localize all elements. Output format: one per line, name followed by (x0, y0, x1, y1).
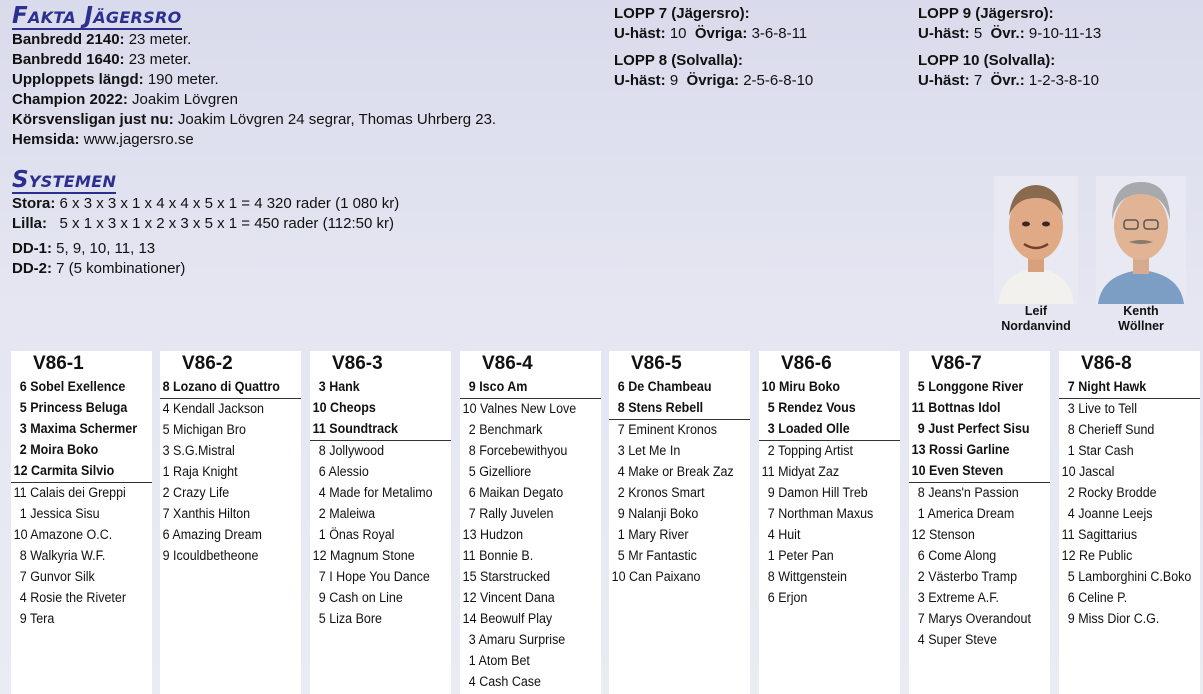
system-dd1 (12, 239, 399, 259)
fakta-line (12, 130, 496, 150)
horse-row (909, 440, 1050, 461)
expert-last-name: Wöllner (1118, 319, 1164, 333)
uhast-label: U-häst: (918, 25, 970, 42)
uhast-value: 7 (973, 72, 983, 89)
horse-row (1059, 483, 1200, 504)
horse-entry: 1 Önas Royal (318, 527, 395, 543)
horse-entry: 5 Gizelliore (468, 464, 532, 480)
horse-entry: 6 Maikan Degato (468, 485, 564, 501)
uhast-value: 9 (669, 72, 679, 89)
horse-row (310, 441, 451, 462)
horse-selected: 3 Loaded Olle (767, 421, 850, 437)
horse-row (909, 483, 1050, 504)
horse-row (11, 398, 152, 419)
column-title: V86-3 (332, 353, 383, 374)
horse-row (11, 567, 152, 588)
horse-row (160, 483, 301, 504)
column-title: V86-6 (781, 353, 832, 374)
lopp-10 (918, 51, 1101, 91)
horse-row (909, 567, 1050, 588)
horse-entry: 8 Wittgenstein (767, 569, 847, 585)
uhast-value: 5 (973, 25, 983, 42)
horse-entry: 3 Amaru Surprise (468, 632, 566, 648)
horse-entry: 3 Live to Tell (1067, 401, 1137, 417)
horse-row (609, 504, 750, 525)
horse-selected: 9 Just Perfect Sisu (917, 421, 1030, 437)
horse-entry: 1 Star Cash (1067, 443, 1134, 459)
horse-entry: 13 Hudzon (462, 527, 524, 543)
horse-entry: 7 Northman Maxus (767, 506, 874, 522)
horse-row (759, 525, 900, 546)
expert-first-name: Leif (1024, 304, 1048, 318)
fakta-line (12, 50, 496, 70)
horse-selected: 8 Lozano di Quattro (162, 379, 280, 395)
horse-entry: 10 Amazone O.C. (13, 527, 113, 543)
fakta-label: Champion 2022: (12, 91, 128, 108)
fakta-value: 190 meter. (147, 71, 219, 88)
horse-entry: 5 Lamborghini C.Boko (1067, 569, 1192, 585)
v86-column-3 (310, 351, 451, 694)
dd1-value: 5, 9, 10, 11, 13 (56, 240, 156, 257)
horse-row (909, 546, 1050, 567)
horse-row (909, 588, 1050, 609)
horse-entry: 8 Forcebewithyou (468, 443, 568, 459)
fakta-label: Banbredd 1640: (12, 51, 125, 68)
horse-row (909, 398, 1050, 419)
horse-entry: 9 Miss Dior C.G. (1067, 611, 1160, 627)
horse-row (1059, 525, 1200, 546)
horse-row (759, 398, 900, 419)
horse-row (759, 419, 900, 441)
horse-row (909, 630, 1050, 651)
horse-entry: 7 Eminent Kronos (617, 422, 718, 438)
horse-entry: 1 Jessica Sisu (19, 506, 100, 522)
fakta-line (12, 70, 496, 90)
horse-entry: 12 Stenson (911, 527, 975, 543)
column-title: V86-4 (482, 353, 533, 374)
horse-row (609, 441, 750, 462)
horse-entry: 6 Celine P. (1067, 590, 1128, 606)
horse-entry: 4 Joanne Leejs (1067, 506, 1153, 522)
system-lilla (12, 214, 399, 234)
stora-label: Stora: (12, 195, 56, 212)
horse-row (460, 377, 601, 399)
horse-row (909, 609, 1050, 630)
dd2-label: DD-2: (12, 260, 52, 277)
horse-row (460, 483, 601, 504)
horse-entry: 11 Midyat Zaz (761, 464, 840, 480)
horse-entry: 4 Kendall Jackson (162, 401, 264, 417)
horse-entry: 8 Cherieff Sund (1067, 422, 1155, 438)
horse-row (160, 546, 301, 567)
horse-row (11, 377, 152, 398)
horse-row (11, 419, 152, 440)
horse-row (460, 567, 601, 588)
horse-row (1059, 462, 1200, 483)
horse-row (160, 525, 301, 546)
horse-row (609, 483, 750, 504)
horse-entry: 2 Maleiwa (318, 506, 376, 522)
horse-selected: 12 Carmita Silvio (13, 463, 115, 479)
column-title: V86-5 (631, 353, 682, 374)
horse-row (1059, 546, 1200, 567)
horse-row (160, 504, 301, 525)
horse-entry: 9 Damon Hill Treb (767, 485, 868, 501)
uhast-label: U-häst: (614, 72, 666, 89)
lilla-value: 5 x 1 x 3 x 1 x 2 x 3 x 5 x 1 = 450 rader (112:50 kr) (59, 215, 395, 232)
horse-entry: 7 Rally Juvelen (468, 506, 554, 522)
expert-leif (994, 176, 1078, 334)
horse-entry: 4 Huit (767, 527, 801, 543)
lopp-group-left (614, 4, 813, 91)
expert-first-name: Kenth (1123, 304, 1159, 318)
fakta-heading: Fakta Jägersro (12, 3, 182, 29)
horse-entry: 10 Can Paixano (611, 569, 701, 585)
fakta-value: Joakim Lövgren (132, 91, 238, 108)
uhast-label: U-häst: (614, 25, 666, 42)
horse-row (310, 462, 451, 483)
horse-selected: 9 Isco Am (468, 379, 528, 395)
dd2-value: 7 (5 kombinationer) (56, 260, 186, 277)
v86-column-4 (460, 351, 601, 694)
horse-row (160, 441, 301, 462)
fakta-line (12, 30, 496, 50)
v86-column-5 (609, 351, 750, 694)
expert-kenth (1096, 176, 1186, 334)
horse-row (609, 377, 750, 398)
horse-selected: 10 Even Steven (911, 463, 1004, 479)
horse-row (759, 462, 900, 483)
horse-entry: 7 I Hope You Dance (318, 569, 430, 585)
horse-entry: 6 Amazing Dream (162, 527, 262, 543)
systemen-heading: Systemen (12, 167, 117, 193)
horse-entry: 2 Västerbo Tramp (917, 569, 1018, 585)
horse-entry: 15 Starstrucked (462, 569, 551, 585)
horse-selected: 5 Princess Beluga (19, 400, 128, 416)
portrait-photo (994, 176, 1078, 304)
horse-row (609, 398, 750, 420)
v86-column-8 (1059, 351, 1200, 694)
horse-row (160, 420, 301, 441)
horse-entry: 9 Nalanji Boko (617, 506, 699, 522)
horse-row (460, 609, 601, 630)
stora-value: 6 x 3 x 3 x 1 x 4 x 4 x 5 x 1 = 4 320 rader (1 080 kr) (59, 195, 400, 212)
horse-selected: 6 De Chambeau (617, 379, 712, 395)
horse-entry: 4 Super Steve (917, 632, 997, 648)
horse-entry: 6 Alessio (318, 464, 369, 480)
horse-row (11, 588, 152, 609)
v86-column-1 (11, 351, 152, 694)
ovriga-label: Övr.: (990, 72, 1025, 89)
horse-row (460, 672, 601, 693)
horse-row (909, 419, 1050, 440)
horse-selected: 11 Bottnas Idol (911, 400, 1001, 416)
horse-selected: 2 Moira Boko (19, 442, 99, 458)
horse-row (160, 377, 301, 399)
horse-row (11, 440, 152, 461)
horse-entry: 14 Beowulf Play (462, 611, 553, 627)
horse-entry: 3 Extreme A.F. (917, 590, 999, 606)
horse-row (759, 588, 900, 609)
horse-entry: 8 Walkyria W.F. (19, 548, 106, 564)
systemen-section (12, 168, 399, 279)
horse-entry: 4 Rosie the Riveter (19, 590, 126, 606)
fakta-value: www.jagersro.se (83, 131, 194, 148)
horse-entry: 8 Jollywood (318, 443, 385, 459)
horse-entry: 2 Kronos Smart (617, 485, 705, 501)
column-title: V86-1 (33, 353, 84, 374)
horse-row (759, 504, 900, 525)
horse-row (759, 377, 900, 398)
horse-row (909, 461, 1050, 483)
horse-row (1059, 609, 1200, 630)
horse-selected: 10 Cheops (312, 400, 376, 416)
horse-row (310, 377, 451, 398)
horse-row (460, 504, 601, 525)
horse-entry: 5 Michigan Bro (162, 422, 246, 438)
horse-row (310, 609, 451, 630)
horse-row (759, 567, 900, 588)
horse-row (460, 462, 601, 483)
horse-selected: 3 Hank (318, 379, 360, 395)
expert-last-name: Nordanvind (1001, 319, 1071, 333)
fakta-value: Joakim Lövgren 24 segrar, Thomas Uhrberg 23. (177, 111, 497, 128)
horse-row (609, 420, 750, 441)
horse-entry: 2 Benchmark (468, 422, 543, 438)
horse-entry: 10 Jascal (1061, 464, 1115, 480)
system-dd2 (12, 259, 399, 279)
horse-selected: 10 Miru Boko (761, 379, 841, 395)
column-title: V86-2 (182, 353, 233, 374)
fakta-label: Körsvensligan just nu: (12, 111, 174, 128)
horse-row (1059, 567, 1200, 588)
horse-row (1059, 441, 1200, 462)
horse-row (1059, 420, 1200, 441)
horse-row (11, 483, 152, 504)
v86-column-6 (759, 351, 900, 694)
horse-entry: 1 Peter Pan (767, 548, 834, 564)
horse-row (310, 398, 451, 419)
ovriga-label: Övriga: (694, 25, 748, 42)
horse-entry: 11 Calais dei Greppi (13, 485, 126, 501)
horse-entry: 1 Raja Knight (162, 464, 238, 480)
fakta-section (12, 4, 496, 150)
horse-entry: 11 Sagittarius (1061, 527, 1138, 543)
horse-selected: 3 Maxima Schermer (19, 421, 138, 437)
horse-row (460, 420, 601, 441)
fakta-value: 23 meter. (128, 51, 192, 68)
lopp-8 (614, 51, 813, 91)
horse-row (11, 609, 152, 630)
horse-row (310, 419, 451, 441)
horse-row (609, 462, 750, 483)
horse-row (1059, 377, 1200, 399)
horse-entry: 2 Crazy Life (162, 485, 230, 501)
lopp-9 (918, 4, 1101, 44)
horse-row (310, 525, 451, 546)
horse-entry: 12 Vincent Dana (462, 590, 555, 606)
ovriga-value: 1-2-3-8-10 (1028, 72, 1099, 89)
horse-selected: 7 Night Hawk (1067, 379, 1147, 395)
horse-row (460, 651, 601, 672)
uhast-value: 10 (669, 25, 687, 42)
fakta-label: Banbredd 2140: (12, 31, 125, 48)
horse-entry: 9 Cash on Line (318, 590, 403, 606)
ovriga-label: Övriga: (686, 72, 740, 89)
ovriga-value: 2-5-6-8-10 (743, 72, 814, 89)
lilla-label: Lilla: (12, 215, 48, 232)
horse-row (310, 588, 451, 609)
horse-row (909, 377, 1050, 398)
system-stora (12, 194, 399, 214)
horse-row (310, 483, 451, 504)
horse-entry: 9 Icouldbetheone (162, 548, 259, 564)
horse-entry: 3 Let Me In (617, 443, 681, 459)
lopp-title: LOPP 8 (Solvalla): (614, 52, 743, 69)
horse-row (759, 441, 900, 462)
fakta-label: Upploppets längd: (12, 71, 144, 88)
lopp-7 (614, 4, 813, 44)
horse-entry: 11 Bonnie B. (462, 548, 534, 564)
horse-row (759, 483, 900, 504)
horse-entry: 4 Cash Case (468, 674, 541, 690)
horse-row (310, 567, 451, 588)
horse-row (460, 588, 601, 609)
horse-entry: 5 Mr Fantastic (617, 548, 697, 564)
fakta-line (12, 90, 496, 110)
horse-selected: 11 Soundtrack (312, 421, 398, 437)
horse-entry: 1 Atom Bet (468, 653, 530, 669)
horse-row (759, 546, 900, 567)
horse-row (160, 462, 301, 483)
horse-row (1059, 588, 1200, 609)
horse-entry: 12 Magnum Stone (312, 548, 415, 564)
dd1-label: DD-1: (12, 240, 52, 257)
horse-row (11, 461, 152, 483)
fakta-label: Hemsida: (12, 131, 80, 148)
horse-entry: 6 Come Along (917, 548, 997, 564)
horse-row (609, 546, 750, 567)
horse-entry: 6 Erjon (767, 590, 808, 606)
v86-column-7 (909, 351, 1050, 694)
lopp-group-right (918, 4, 1101, 91)
horse-selected: 5 Longgone River (917, 379, 1024, 395)
horse-entry: 12 Re Public (1061, 548, 1133, 564)
horse-selected: 5 Rendez Vous (767, 400, 856, 416)
horse-entry: 2 Rocky Brodde (1067, 485, 1157, 501)
horse-row (11, 504, 152, 525)
horse-entry: 1 Mary River (617, 527, 689, 543)
column-title: V86-7 (931, 353, 982, 374)
fakta-line (12, 110, 496, 130)
horse-row (909, 525, 1050, 546)
horse-selected: 8 Stens Rebell (617, 400, 704, 416)
lopp-title: LOPP 7 (Jägersro): (614, 5, 750, 22)
horse-entry: 1 America Dream (917, 506, 1015, 522)
horse-row (909, 504, 1050, 525)
horse-row (11, 546, 152, 567)
horse-entry: 2 Topping Artist (767, 443, 853, 459)
horse-entry: 4 Make or Break Zaz (617, 464, 734, 480)
horse-row (460, 399, 601, 420)
horse-row (1059, 399, 1200, 420)
uhast-label: U-häst: (918, 72, 970, 89)
horse-row (460, 441, 601, 462)
fakta-value: 23 meter. (128, 31, 192, 48)
horse-row (310, 504, 451, 525)
horse-row (609, 525, 750, 546)
fakta-lines (12, 30, 496, 150)
horse-entry: 8 Jeans'n Passion (917, 485, 1019, 501)
portrait-photo (1096, 176, 1186, 304)
horse-entry: 5 Liza Bore (318, 611, 382, 627)
horse-entry: 9 Tera (19, 611, 55, 627)
ovriga-value: 9-10-11-13 (1028, 25, 1102, 42)
horse-row (11, 525, 152, 546)
horse-entry: 7 Marys Overandout (917, 611, 1031, 627)
ovriga-label: Övr.: (990, 25, 1025, 42)
horse-selected: 13 Rossi Garline (911, 442, 1010, 458)
lopp-title: LOPP 10 (Solvalla): (918, 52, 1056, 69)
horse-entry: 7 Xanthis Hilton (162, 506, 251, 522)
ovriga-value: 3-6-8-11 (751, 25, 808, 42)
horse-row (460, 525, 601, 546)
column-title: V86-8 (1081, 353, 1132, 374)
horse-entry: 10 Valnes New Love (462, 401, 577, 417)
horse-row (1059, 504, 1200, 525)
horse-row (460, 546, 601, 567)
horse-row (310, 546, 451, 567)
v86-column-2 (160, 351, 301, 694)
horse-row (609, 567, 750, 588)
horse-row (460, 630, 601, 651)
horse-entry: 3 S.G.Mistral (162, 443, 235, 459)
horse-selected: 6 Sobel Exellence (19, 379, 126, 395)
horse-row (160, 399, 301, 420)
lopp-title: LOPP 9 (Jägersro): (918, 5, 1054, 22)
horse-entry: 4 Made for Metalimo (318, 485, 433, 501)
horse-entry: 7 Gunvor Silk (19, 569, 95, 585)
